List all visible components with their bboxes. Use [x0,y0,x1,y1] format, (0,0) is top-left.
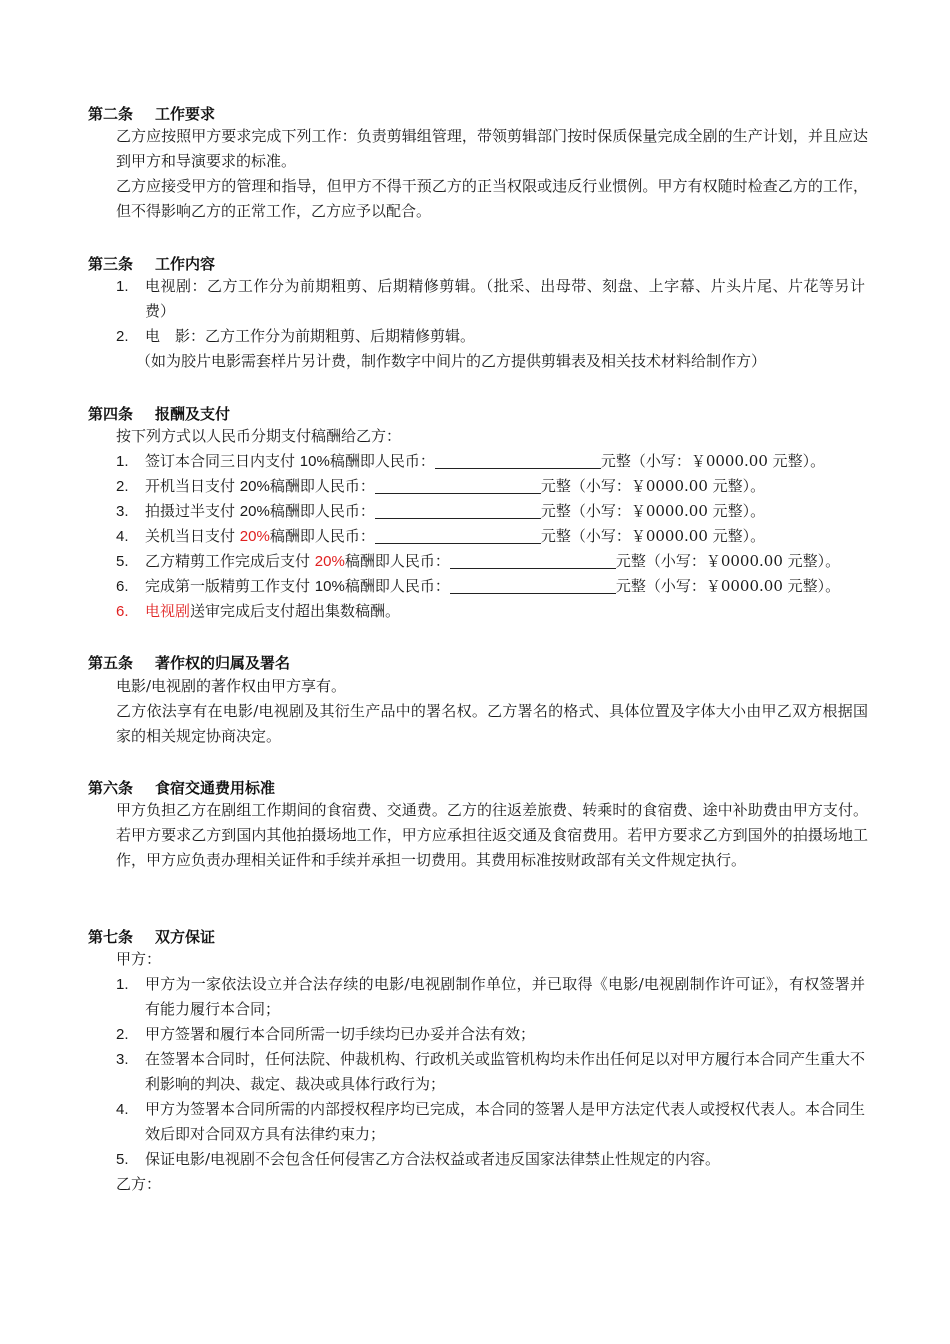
payment-desc: 乙方精剪工作完成后支付 [145,552,315,570]
amount-blank[interactable] [450,575,616,594]
guarantee-item-3 [116,1047,868,1097]
payment-tail: 元整（小写：￥0000.00 元整）。 [600,452,826,470]
section-2-title: 工作要求 [155,105,216,123]
amount-blank[interactable] [375,525,541,544]
list-text: 甲方签署和履行本合同所需一切手续均已办妥并合法有效； [145,1025,536,1043]
payment-item-2 [116,474,868,499]
payment-percent: 20% [239,528,270,545]
payment-desc: 开机当日支付 [145,477,240,495]
payment-highlight: 电视剧 [145,602,191,620]
payment-desc: 拍摄过半支付 [145,502,240,520]
payment-percent: 20% [239,478,270,495]
guarantee-item-1 [116,972,868,1022]
section-2-number: 第二条 [88,105,134,123]
payment-tail: 元整（小写：￥0000.00 元整）。 [615,577,841,595]
party-a-label: 甲方： [116,950,162,968]
payment-label: 稿酬即人民币： [344,577,450,595]
payment-item-1 [116,449,868,474]
payment-desc: 关机当日支付 [145,527,240,545]
payment-item-5 [116,549,868,574]
list-number: 4. [116,528,129,545]
list-number: 1. [116,278,129,295]
list-number: 6. [116,603,129,620]
amount-blank[interactable] [375,475,541,494]
payment-item-3 [116,499,868,524]
section-6-title: 食宿交通费用标准 [155,779,276,797]
list-text: 保证电影/电视剧不会包含任何侵害乙方合法权益或者违反国家法律禁止性规定的内容。 [145,1150,721,1168]
list-number: 1. [116,453,129,470]
payment-item-7 [116,599,868,624]
section-3-number: 第三条 [88,255,134,273]
section-7-title: 双方保证 [155,928,216,946]
section-5-number: 第五条 [88,654,134,672]
payment-tail: 元整（小写：￥0000.00 元整）。 [615,552,841,570]
list-number: 2. [116,478,129,495]
guarantee-item-5 [116,1147,868,1172]
section-4-heading [88,403,230,425]
section-2-heading [88,103,215,125]
payment-tail: 元整（小写：￥0000.00 元整）。 [540,527,766,545]
section-6-heading [88,777,275,799]
payment-item-4 [116,524,868,549]
payment-desc: 送审完成后支付超出集数稿酬。 [190,602,401,620]
payment-label: 稿酬即人民币： [344,552,450,570]
list-number: 1. [116,976,129,993]
payment-percent: 20% [314,553,345,570]
list-text: 甲方为一家依法设立并合法存续的电影/电视剧制作单位，并已取得《电影/电视剧制作许可证》，有权签署并有能力履行本合同； [145,975,865,1018]
list-text: 电 影：乙方工作分为前期粗剪、后期精修剪辑。 [145,327,476,345]
section-7-number: 第七条 [88,928,134,946]
list-text: 甲方为签署本合同所需的内部授权程序均已完成，本合同的签署人是甲方法定代表人或授权代表人。本合同生效后即对合同双方具有法律约束力； [145,1100,866,1143]
amount-blank[interactable] [375,500,541,519]
guarantee-item-4 [116,1097,868,1147]
section-5-title: 著作权的归属及署名 [155,654,291,672]
party-b-label: 乙方： [116,1175,162,1193]
list-text: 在签署本合同时，任何法院、仲裁机构、行政机关或监管机构均未作出任何足以对甲方履行本合同产生重大不利影响的判决、裁定、裁决或具体行政行为； [145,1050,866,1093]
list-number: 5. [116,553,129,570]
section-4-number: 第四条 [88,405,134,423]
list-number: 3. [116,1051,129,1068]
section-6-number: 第六条 [88,779,134,797]
section-7-heading [88,926,215,948]
section-4-title: 报酬及支付 [155,405,231,423]
payment-desc: 完成第一版精剪工作支付 [145,577,315,595]
list-number: 2. [116,328,129,345]
payment-label: 稿酬即人民币： [269,527,375,545]
section-3-heading [88,253,215,275]
payment-label: 稿酬即人民币： [329,452,435,470]
list-number: 2. [116,1026,129,1043]
section-3-note: （如为胶片电影需套样片另计费，制作数字中间片的乙方提供剪辑表及相关技术材料给制作方） [136,352,767,370]
payment-desc: 签订本合同三日内支付 [145,452,300,470]
payment-percent: 10% [314,578,345,595]
section-3-title: 工作内容 [155,255,216,273]
list-number: 5. [116,1151,129,1168]
section-5-heading [88,652,290,674]
payment-label: 稿酬即人民币： [269,477,375,495]
guarantee-item-2 [116,1022,868,1047]
amount-blank[interactable] [450,550,616,569]
list-number: 6. [116,578,129,595]
payment-item-6 [116,574,868,599]
payment-tail: 元整（小写：￥0000.00 元整）。 [540,502,766,520]
section-6-paragraph-1: 甲方负担乙方在剧组工作期间的食宿费、交通费。乙方的往返差旅费、转乘时的食宿费、途中补助费由甲方支付。若甲方要求乙方到国内其他拍摄场地工作，甲方应承担往返交通及食宿费用。若甲方要求乙方到国外的拍摄场地工作，甲方应负责办理相关证件和手续并承担一切费用。其费用标准按财政部有关文件规定执行。 [116,801,868,869]
section-4-intro: 按下列方式以人民币分期支付稿酬给乙方： [116,427,402,445]
section-5-paragraph-1: 电影/电视剧的著作权由甲方享有。 [116,677,347,695]
list-text: 电视剧：乙方工作分为前期粗剪、后期精修剪辑。（批采、出母带、刻盘、上字幕、片头片尾、片花等另计费） [145,277,865,320]
section-2-paragraph-2: 乙方应接受甲方的管理和指导，但甲方不得干预乙方的正当权限或违反行业惯例。甲方有权随时检查乙方的工作，但不得影响乙方的正常工作，乙方应予以配合。 [116,177,868,220]
section-3-item-1 [116,274,868,324]
list-number: 4. [116,1101,129,1118]
section-3-item-2 [116,324,868,349]
section-2-paragraph-1: 乙方应按照甲方要求完成下列工作：负责剪辑组管理，带领剪辑部门按时保质保量完成全剧的生产计划，并且应达到甲方和导演要求的标准。 [116,127,868,170]
payment-percent: 10% [299,453,330,470]
payment-percent: 20% [239,503,270,520]
payment-tail: 元整（小写：￥0000.00 元整）。 [540,477,766,495]
payment-label: 稿酬即人民币： [269,502,375,520]
section-5-paragraph-2: 乙方依法享有在电影/电视剧及其衍生产品中的署名权。乙方署名的格式、具体位置及字体大小由甲乙双方根据国家的相关规定协商决定。 [116,702,868,745]
amount-blank[interactable] [435,450,601,469]
list-number: 3. [116,503,129,520]
